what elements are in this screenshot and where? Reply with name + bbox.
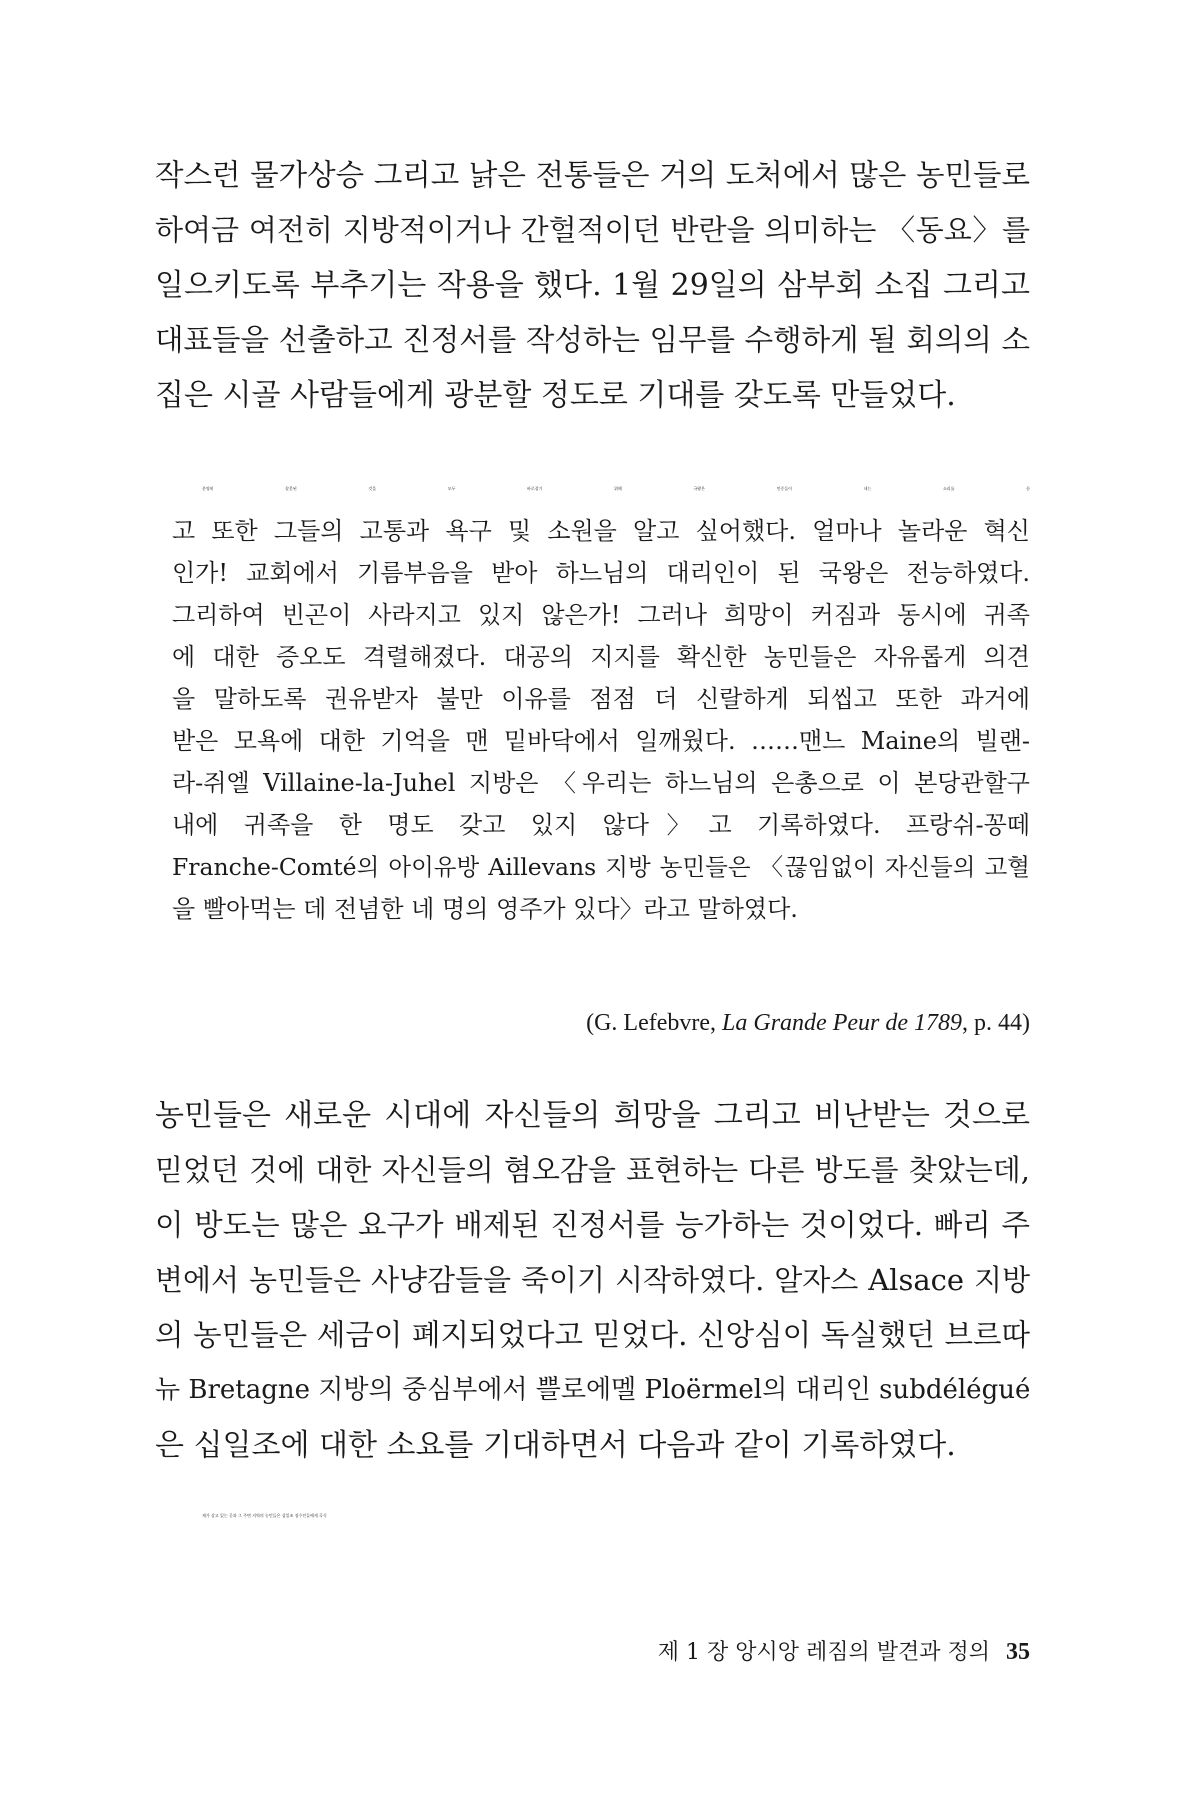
text-line: 농민들은 새로운 시대에 자신들의 희망을 그리고 비난받는 것으로 [155,1098,1030,1133]
text-line: 하여금 여전히 지방적이거나 간헐적이던 반란을 의미하는 〈동요〉를 [155,213,1030,247]
text-line: 의 농민들은 세금이 폐지되었다고 믿었다. 신앙심이 독실했던 브르따 [155,1318,1030,1352]
quote-line: 라-쥐엘 Villaine-la-Juhel 지방은 〈우리는 하느님의 은총으로 이 본당관할구 [172,769,1030,797]
text-line: 뉴 Bretagne 지방의 중심부에서 쁠로에멜 Ploërmel의 대리인 subdélégué [155,1375,1031,1405]
citation-close: , p. 44) [962,1010,1030,1036]
text-line: 대표들을 선출하고 진정서를 작성하는 임무를 수행하게 될 회의의 소 [155,323,1030,357]
text-line: 은 십일조에 대한 소요를 기대하면서 다음과 같이 기록하였다. [155,1428,956,1463]
text-line: 이 방도는 많은 요구가 배제된 진정서를 능가하는 것이었다. 빠리 주 [155,1208,1030,1242]
paragraph-1 [155,148,1030,423]
quote-line: 제가 살고 있는 곳과 그 주변 지역의 농민들은 십일조 징수인들에게 곡식 [202,1513,327,1518]
quote-line: 을 말하도록 권유받자 불만 이유를 점점 더 신랄하게 되씹고 또한 과거에 [172,685,1030,713]
quote-line: 내에 귀족을 한 명도 갖고 있지 않다〉고 기록하였다. 프랑쉬-꽁떼 [172,811,1030,839]
text-line: 믿었던 것에 대한 자신들의 혐오감을 표현하는 다른 방도를 찾았는데, [155,1153,1030,1187]
citation-title: La Grande Peur de 1789 [722,1010,962,1036]
quote-line: 받은 모욕에 대한 기억을 맨 밑바닥에서 일깨웠다. ……맨느 Maine의 빌랜- [172,727,1030,755]
text-line: 변에서 농민들은 사냥감들을 죽이기 시작하였다. 알자스 Alsace 지방 [155,1263,1030,1297]
text-line: 집은 시골 사람들에게 광분할 정도로 기대를 갖도록 만들었다. [155,378,956,413]
quote-line: 고 또한 그들의 고통과 욕구 및 소원을 알고 싶어했다. 얼마나 놀라운 혁신 [172,517,1030,545]
quote-line: 을 빨아먹는 데 전념한 네 명의 영주가 있다〉라고 말하였다. [172,895,798,923]
page-number: 35 [1006,1639,1030,1665]
quote-line: 분명히 잘못된 것을 모두 바로잡기 위해 국왕은 민중들이 내는 소리를 듣 [202,486,1030,491]
text-line: 작스런 물가상승 그리고 낡은 전통들은 거의 도처에서 많은 농민들로 [155,158,1030,192]
citation-open: (G. Lefebvre, [586,1010,723,1036]
block-quote-1 [172,468,1030,930]
chapter-title: 제 1 장 앙시앙 레짐의 발견과 정의 [657,1640,990,1665]
citation [586,1002,1030,1044]
quote-line: Franche-Comté의 아이유방 Aillevans 지방 농민들은 〈끊임없이 자신들의 고혈 [172,853,1030,881]
quote-line: 에 대한 증오도 격렬해졌다. 대공의 지지를 확신한 농민들은 자유롭게 의견 [172,643,1030,671]
quote-line: 그리하여 빈곤이 사라지고 있지 않은가! 그러나 희망이 커짐과 동시에 귀족 [172,601,1030,629]
quote-line: 인가! 교회에서 기름부음을 받아 하느님의 대리인이 된 국왕은 전능하였다. [172,559,1030,587]
paragraph-2 [155,1088,1030,1473]
text-line: 일으키도록 부추기는 작용을 했다. 1월 29일의 삼부회 소집 그리고 [155,268,1030,303]
page-footer [658,1635,1030,1666]
block-quote-2 [172,1495,1030,1537]
